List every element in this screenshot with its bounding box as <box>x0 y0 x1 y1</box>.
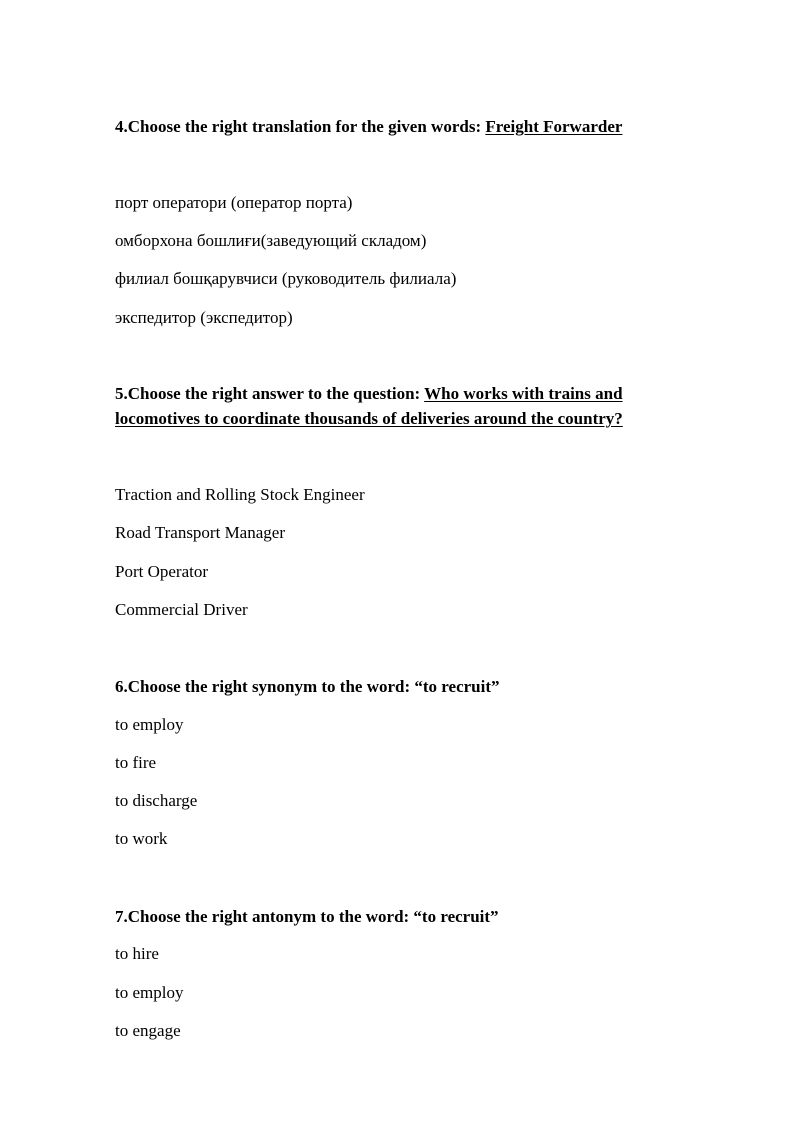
question-5-heading <box>115 381 623 406</box>
question-5-option-1: Traction and Rolling Stock Engineer <box>115 485 365 504</box>
question-5-option-3: Port Operator <box>115 562 209 581</box>
question-4-option-2: омборхона бошлиғи(заведующий складом) <box>115 231 427 250</box>
question-5-question-line-2: locomotives to coordinate thousands of deliveries around the country? <box>115 409 623 428</box>
question-4-option-4: экспедитор (экспедитор) <box>115 308 293 327</box>
question-6-option-3: to discharge <box>115 791 198 810</box>
question-4-term: Freight Forwarder <box>485 117 623 136</box>
question-4-option-1: порт оператори (оператор порта) <box>115 193 353 212</box>
question-4-heading <box>115 114 622 139</box>
question-5-question-line-1: Who works with trains and <box>424 384 623 403</box>
question-5-prompt: 5.Choose the right answer to the question: <box>115 384 425 403</box>
question-7-option-1: to hire <box>115 944 159 963</box>
question-7-option-2: to employ <box>115 983 184 1002</box>
question-5-option-4: Commercial Driver <box>115 600 248 619</box>
question-4-option-3: филиал бошқарувчиси (руководитель филиала) <box>115 269 457 288</box>
question-6-heading: 6.Choose the right synonym to the word: “to recruit” <box>115 677 500 696</box>
question-6-option-2: to fire <box>115 753 157 772</box>
question-6-option-4: to work <box>115 829 168 848</box>
question-7-heading: 7.Choose the right antonym to the word: “to recruit” <box>115 907 499 926</box>
question-6-option-1: to employ <box>115 715 184 734</box>
question-7-option-3: to engage <box>115 1021 181 1040</box>
question-5-option-2: Road Transport Manager <box>115 523 285 542</box>
question-4-prompt: 4.Choose the right translation for the given words: <box>115 117 486 136</box>
